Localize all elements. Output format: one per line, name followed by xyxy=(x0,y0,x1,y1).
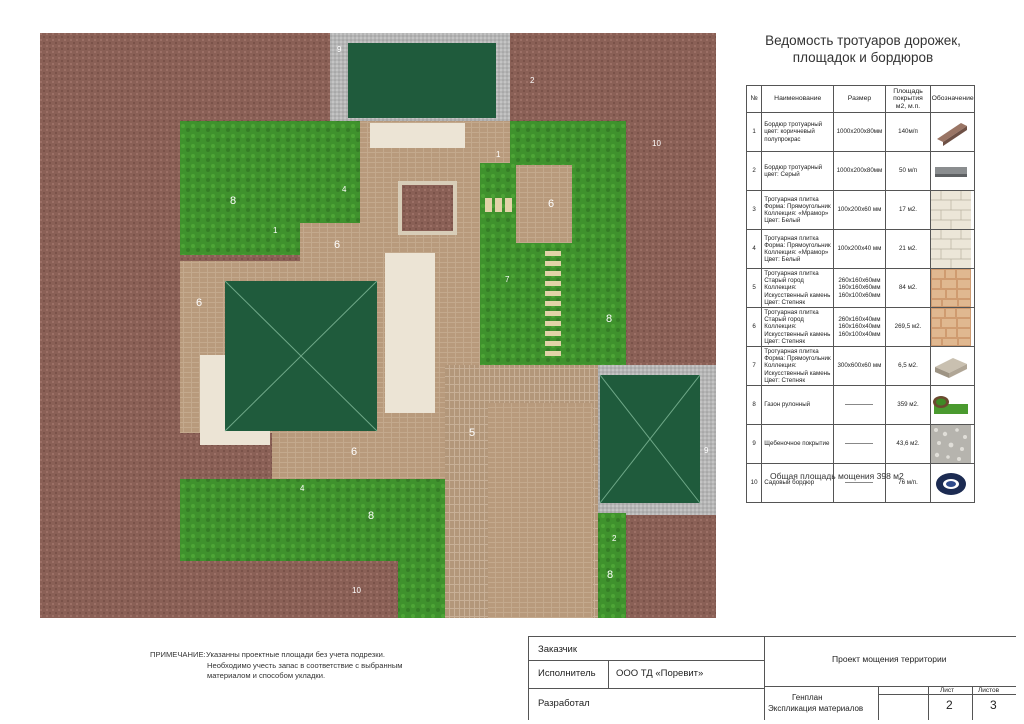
size-cell: 260х160х60мм 160х160х60мм 160х100х60мм xyxy=(834,269,885,308)
table-row xyxy=(747,347,975,386)
size-cell xyxy=(834,386,885,425)
zone-label: 9 xyxy=(704,446,709,455)
size-cell: 100х200х40 мм xyxy=(834,230,885,269)
callout-label: 4 xyxy=(300,484,305,493)
zone-label: 9 xyxy=(337,45,342,54)
brown-curb-icon xyxy=(931,113,975,152)
white-path xyxy=(385,253,435,413)
statement-title xyxy=(728,32,998,66)
title-line: Ведомость тротуаров дорожек, xyxy=(765,33,961,48)
callout-label: 7 xyxy=(505,275,510,284)
lawn-roll-icon xyxy=(931,386,975,425)
table-row xyxy=(747,425,975,464)
name-cell: Садовый бордюр xyxy=(762,464,834,503)
name-cell: Тротуарная плитка Старый город Коллекция: Искусственный камень Цвет: Степняк xyxy=(762,308,834,347)
paving-square xyxy=(516,165,572,243)
gravel-icon xyxy=(931,425,975,464)
zone-label: 5 xyxy=(469,427,476,439)
garage-roof xyxy=(348,43,496,118)
callout-label: 2 xyxy=(530,76,535,85)
area-cell: 84 м2. xyxy=(885,269,931,308)
stepnyak-tile-icon xyxy=(931,308,975,347)
project-title: Проект мощения территории xyxy=(832,654,947,664)
gray-curb-icon xyxy=(931,152,975,191)
callout-label: 10 xyxy=(352,586,361,595)
materials-table xyxy=(746,85,975,503)
zone-label: 6 xyxy=(334,239,341,251)
note-text: Указанны проектные площади без учета подрезки. xyxy=(206,650,385,659)
site-plan xyxy=(40,33,716,618)
bathhouse-roof xyxy=(600,375,700,503)
name-cell: Бордюр тротуарный цвет: коричневый полупрокрас xyxy=(762,113,834,152)
zone-label: 6 xyxy=(351,446,358,458)
sheet-title: Экспликация материалов xyxy=(768,704,864,713)
zone-label: 8 xyxy=(368,510,375,522)
row-number: 9 xyxy=(747,425,762,464)
name-cell: Тротуарная плитка Форма: Прямоугольник Коллекция: Искусственный камень Цвет: Степняк xyxy=(762,347,834,386)
row-number: 2 xyxy=(747,152,762,191)
row-number: 3 xyxy=(747,191,762,230)
row-number: 1 xyxy=(747,113,762,152)
row-number: 7 xyxy=(747,347,762,386)
total-area: Общая площадь мощения 398 м2 xyxy=(770,471,904,481)
table-row xyxy=(747,386,975,425)
callout-label: 1 xyxy=(273,226,278,235)
lawn-area xyxy=(598,513,626,618)
executor-label: Исполнитель xyxy=(538,668,596,679)
table-row xyxy=(747,464,975,503)
table-row xyxy=(747,113,975,152)
name-cell: Газон рулонный xyxy=(762,386,834,425)
row-number: 10 xyxy=(747,464,762,503)
area-cell: 50 м/п xyxy=(885,152,931,191)
size-cell xyxy=(834,425,885,464)
area-cell: 21 м2. xyxy=(885,230,931,269)
table-row xyxy=(747,269,975,308)
executor-value: ООО ТД «Поревит» xyxy=(616,668,704,679)
row-number: 8 xyxy=(747,386,762,425)
zone-label: 8 xyxy=(606,313,613,325)
size-cell: 1000х200х80мм xyxy=(834,152,885,191)
table-header-row xyxy=(747,86,975,113)
callout-label: 2 xyxy=(612,534,617,543)
developer-label: Разработал xyxy=(538,698,590,709)
column-header: Площадь покрытия м2, м.п. xyxy=(885,86,931,113)
table-row xyxy=(747,152,975,191)
note-label: ПРИМЕЧАНИЕ: xyxy=(150,650,206,659)
row-number: 5 xyxy=(747,269,762,308)
customer-label: Заказчик xyxy=(538,644,578,655)
area-cell: 43,6 м2. xyxy=(885,425,931,464)
house-roof xyxy=(225,281,377,431)
zone-label: 6 xyxy=(548,198,555,210)
size-cell: 1000х200х80мм xyxy=(834,113,885,152)
area-cell: 140м/п xyxy=(885,113,931,152)
area-cell: 6,5 м2. xyxy=(885,347,931,386)
sheets-label: Листов xyxy=(978,687,1000,694)
area-cell: 269,5 м2. xyxy=(885,308,931,347)
column-header: № xyxy=(747,86,762,113)
callout-label: 10 xyxy=(652,139,661,148)
garden-border-icon xyxy=(931,464,975,503)
area-cell: 359 м2. xyxy=(885,386,931,425)
title-block xyxy=(528,636,1016,720)
name-cell: Тротуарная плитка Форма: Прямоугольник Коллекция: «Мрамор» Цвет: Белый xyxy=(762,230,834,269)
column-header: Обозначение xyxy=(931,86,975,113)
name-cell: Тротуарная плитка Форма: Прямоугольник Коллекция: «Мрамор» Цвет: Белый xyxy=(762,191,834,230)
sheets-total: 3 xyxy=(990,698,997,712)
title-line: площадок и бордюров xyxy=(792,50,934,65)
name-cell: Тротуарная плитка Старый город Коллекция: Искусственный камень Цвет: Степняк xyxy=(762,269,834,308)
zone-label: 8 xyxy=(607,569,614,581)
stepnyak-tile-icon xyxy=(931,269,975,308)
planter-square xyxy=(400,183,455,233)
paving-area xyxy=(488,403,593,618)
sheet-title: Генплан xyxy=(792,693,823,702)
area-cell: 76 м/п. xyxy=(885,464,931,503)
sheet-number: 2 xyxy=(946,698,953,712)
slab-icon xyxy=(931,347,975,386)
column-header: Размер xyxy=(834,86,885,113)
note-text: Необходимо учесть запас в соответствие с выбранным xyxy=(207,660,403,670)
table-row xyxy=(747,308,975,347)
column-header: Наименование xyxy=(762,86,834,113)
white-tile-icon xyxy=(931,191,975,230)
note-block xyxy=(150,650,440,682)
note-text: материалом и способом укладки. xyxy=(207,671,326,680)
row-number: 6 xyxy=(747,308,762,347)
sheet-label: Лист xyxy=(940,687,955,694)
zone-label: 6 xyxy=(196,297,203,309)
callout-label: 4 xyxy=(342,185,347,194)
white-path xyxy=(370,123,465,148)
area-cell: 17 м2. xyxy=(885,191,931,230)
size-cell: 100х200х60 мм xyxy=(834,191,885,230)
row-number: 4 xyxy=(747,230,762,269)
table-row xyxy=(747,191,975,230)
zone-label: 8 xyxy=(230,195,237,207)
size-cell: 260х160х40мм 160х160х40мм 160х100х40мм xyxy=(834,308,885,347)
name-cell: Бордюр тротуарный цвет: Серый xyxy=(762,152,834,191)
table-row xyxy=(747,230,975,269)
callout-label: 1 xyxy=(496,150,501,159)
size-cell: 300х600х60 мм xyxy=(834,347,885,386)
size-cell xyxy=(834,464,885,503)
white-tile-icon xyxy=(931,230,975,269)
name-cell: Щебеночное покрытие xyxy=(762,425,834,464)
